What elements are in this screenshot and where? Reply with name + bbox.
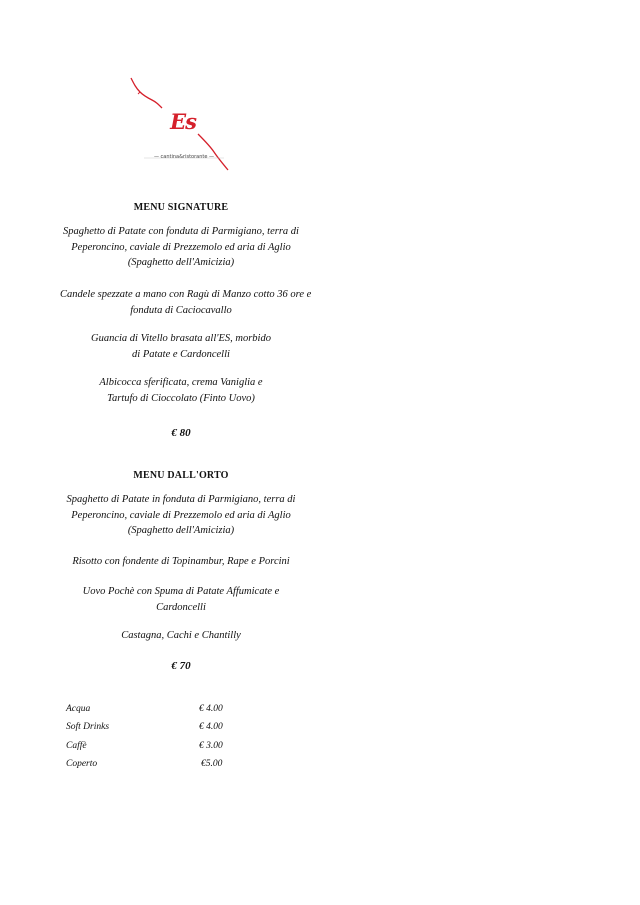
- dish-line: Spaghetto di Patate con fonduta di Parmigiano, terra di: [63, 226, 299, 237]
- extras-price: € 4.00: [199, 704, 223, 714]
- extras-row: [66, 722, 236, 738]
- extras-price: € 4.00: [199, 722, 223, 732]
- menu-signature-price: € 80: [171, 427, 191, 439]
- dish-line: Peperoncino, caviale di Prezzemolo ed aria di Aglio: [71, 509, 291, 521]
- dish-line: Risotto con fondente di Topinambur, Rape e Porcini: [72, 556, 290, 567]
- orto-dish-2: [60, 554, 302, 570]
- dish-line: Candele spezzate a mano con Ragù di Manzo cotto 36 ore e: [60, 289, 312, 300]
- orto-dish-3: [60, 584, 302, 615]
- dish-line: (Spaghetto dell'Amicizia): [127, 257, 235, 268]
- signature-dish-1: [60, 224, 302, 271]
- dish-line: Cardoncelli: [156, 601, 206, 613]
- extras-row: [66, 704, 236, 720]
- extras-label: Caffè: [66, 741, 87, 751]
- dish-line: fonduta di Caciocavallo: [130, 304, 232, 316]
- extras-row: [66, 741, 236, 757]
- menu-orto-title: MENU DALL'ORTO: [133, 470, 229, 481]
- dish-line: Albicocca sferificata, crema Vaniglia e: [99, 377, 263, 388]
- menu-signature-title: MENU SIGNATURE: [133, 202, 229, 213]
- orto-dish-4: [60, 628, 302, 644]
- dish-line: (Spaghetto dell'Amicizia): [127, 525, 235, 536]
- restaurant-logo: [128, 76, 238, 172]
- extras-label: Coperto: [66, 759, 98, 769]
- dish-line: Castagna, Cachi e Chantilly: [121, 630, 241, 641]
- dish-line: Peperoncino, caviale di Prezzemolo ed aria di Aglio: [71, 241, 291, 253]
- logo-subtitle: — cantina&ristorante —: [153, 154, 215, 160]
- extras-price: € 3.00: [199, 741, 223, 751]
- dish-line: Uovo Pochè con Spuma di Patate Affumicate e: [82, 586, 280, 597]
- extras-label: Acqua: [66, 704, 91, 714]
- signature-dish-4: [60, 375, 302, 406]
- dish-line: Guancia di Vitello brasata all'ES, morbido: [91, 333, 271, 344]
- dish-line: Tartufo di Cioccolato (Finto Uovo): [107, 392, 255, 404]
- dish-line: di Patate e Cardoncelli: [132, 348, 230, 360]
- orto-dish-1: [60, 492, 302, 539]
- signature-dish-3: [60, 331, 302, 362]
- menu-orto-price: € 70: [171, 660, 191, 672]
- extras-label: Soft Drinks: [66, 722, 110, 732]
- extras-row: [66, 759, 236, 775]
- dish-line: Spaghetto di Patate in fonduta di Parmigiano, terra di: [66, 494, 296, 505]
- signature-dish-2: [60, 287, 312, 318]
- logo-text: Es: [170, 109, 196, 134]
- extras-price: €5.00: [201, 759, 223, 769]
